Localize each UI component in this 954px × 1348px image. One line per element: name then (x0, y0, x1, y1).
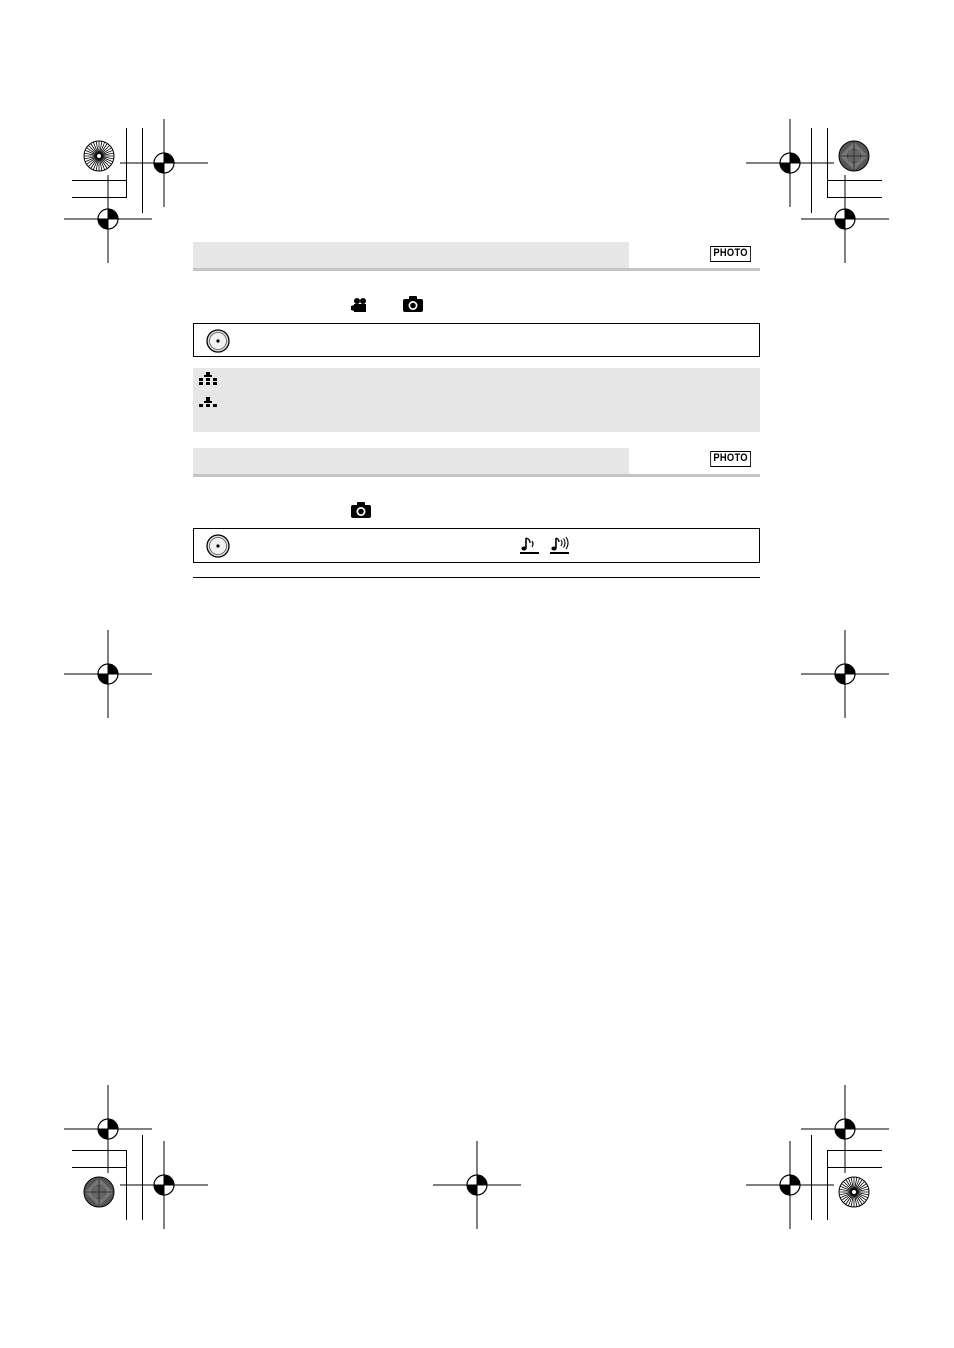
section-2-heading-fill (193, 448, 629, 474)
section-2-instruction-row (193, 528, 760, 563)
section-1-heading-rule (193, 268, 760, 271)
menu-dial-icon (206, 534, 230, 558)
section-1-photo-badge: PHOTO (710, 246, 751, 262)
still-camera-icon (402, 295, 424, 313)
shutter-sound-low-icon (520, 535, 540, 555)
section-1-heading-fill (193, 242, 629, 268)
quality-high-icon (198, 372, 218, 386)
section-2-photo-badge: PHOTO (710, 451, 751, 467)
movie-camera-icon (351, 297, 369, 313)
section-2-heading-rule (193, 474, 760, 477)
shutter-sound-high-icon (550, 535, 570, 555)
menu-dial-icon (206, 329, 230, 353)
quality-standard-icon (198, 396, 218, 410)
still-camera-icon (350, 501, 372, 519)
section-1-instruction-row (193, 323, 760, 357)
section-1-options-panel (193, 368, 760, 432)
section-end-rule (193, 577, 760, 578)
